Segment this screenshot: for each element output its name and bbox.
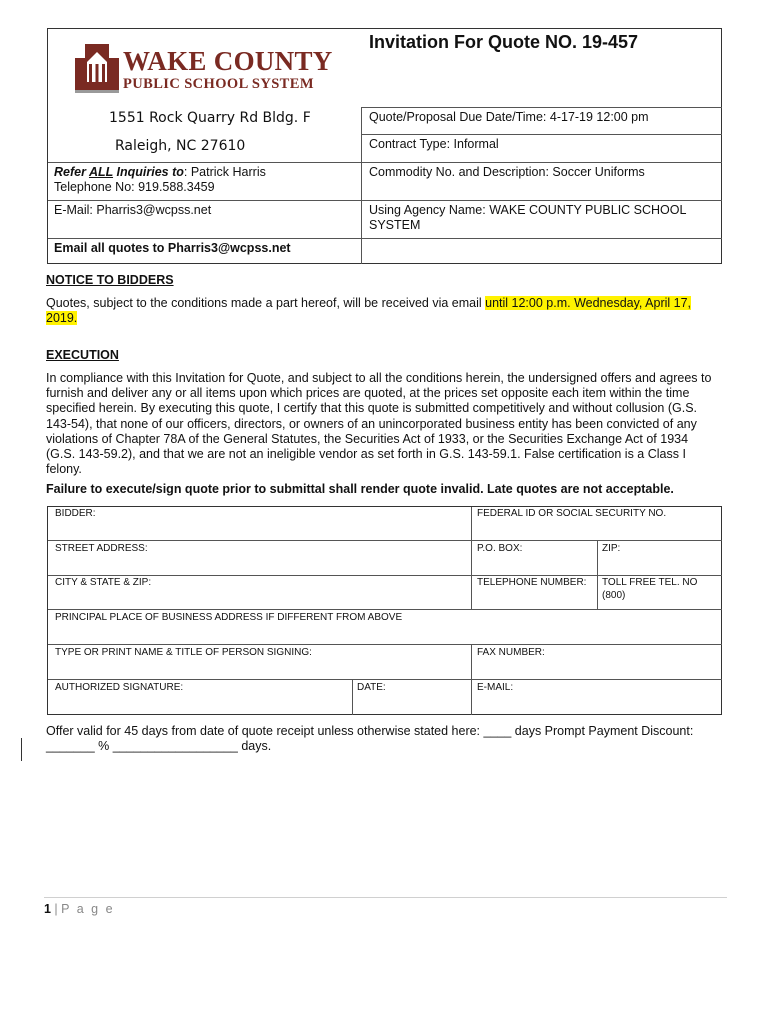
execution-line: (G.S. 143-59.2), and that we are not an ineligible vendor as set forth in G.S. 143-59.1. False certification is a Class I [46, 447, 686, 462]
notice-heading: NOTICE TO BIDDERS [46, 273, 174, 287]
notice-deadline-year: 2019. [46, 311, 78, 326]
offer-line-2: _______ % __________________ days. [46, 739, 272, 754]
inquiries-name: : Patrick Harris [183, 165, 266, 179]
page-separator: | [50, 902, 62, 916]
page-number: 1 [44, 902, 51, 916]
federal-id-field[interactable]: FEDERAL ID OR SOCIAL SECURITY NO. [477, 508, 667, 519]
contact-email: E-Mail: Pharris3@wcpss.net [54, 203, 212, 217]
execution-line: In compliance with this Invitation for Quote, and subject to all the conditions herein, the undersigned offers and agrees to [46, 371, 712, 385]
agency-name-line-1: Using Agency Name: WAKE COUNTY PUBLIC SCHOOL [369, 203, 687, 217]
logo-subtitle: PUBLIC SCHOOL SYSTEM [123, 76, 314, 92]
due-date: Quote/Proposal Due Date/Time: 4-17-19 12:00 pm [369, 110, 649, 124]
principal-address-field[interactable]: PRINCIPAL PLACE OF BUSINESS ADDRESS IF DIFFERENT FROM ABOVE [55, 612, 403, 623]
logo-title: WAKE COUNTY [123, 46, 333, 76]
agency-name-line-2: SYSTEM [369, 218, 421, 232]
address-line-1: 1551 Rock Quarry Rd Bldg. F [109, 110, 311, 126]
page-label: P a g e [61, 902, 115, 916]
city-state-zip-field[interactable]: CITY & STATE & ZIP: [55, 577, 152, 588]
execution-line: specified herein. By executing this quote, I certify that this quote is submitted competitively and without collusion (G.S. [46, 401, 698, 416]
toll-free-field[interactable] [602, 577, 697, 602]
telephone-number: Telephone No: 919.588.3459 [54, 180, 215, 194]
inquiries-line [54, 165, 266, 180]
address-line-2: Raleigh, NC 27610 [115, 138, 246, 154]
execution-heading: EXECUTION [46, 348, 119, 362]
notice-text [46, 296, 726, 326]
notice-text-plain: Quotes, subject to the conditions made a part hereof, will be received via email [46, 296, 486, 310]
agency-name [369, 203, 686, 233]
bidder-field[interactable]: BIDDER: [55, 508, 96, 519]
inquiries-prefix: Refer [54, 165, 89, 179]
fax-number-field[interactable]: FAX NUMBER: [477, 647, 545, 658]
inquiries-suffix: Inquiries to [113, 165, 184, 179]
inquiries-contact [54, 165, 266, 195]
execution-line: violations of Chapter 78A of the General Statutes, the Securities Act of 1933, or the Securities Exchange Act of 1934 [46, 431, 689, 446]
offer-terms [46, 724, 693, 754]
po-box-field[interactable]: P.O. BOX: [477, 543, 523, 554]
authorized-signature-field[interactable]: AUTHORIZED SIGNATURE: [55, 682, 184, 693]
email-quotes-instruction: Email all quotes to Pharris3@wcpss.net [54, 241, 291, 255]
execution-line: 143-54), that none of our officers, directors, or owners of an unincorporated business entity has been convicted of any [46, 416, 697, 431]
notice-deadline-highlight: until 12:00 p.m. Wednesday, April 17, [485, 296, 692, 310]
footer-divider [44, 897, 727, 898]
inquiries-all: ALL [88, 165, 114, 179]
toll-free-prefix: (800) [602, 589, 626, 601]
telephone-number-field[interactable]: TELEPHONE NUMBER: [477, 577, 587, 588]
email-field[interactable]: E-MAIL: [477, 682, 514, 693]
signer-name-title-field[interactable]: TYPE OR PRINT NAME & TITLE OF PERSON SIGNING: [55, 647, 312, 658]
street-address-field[interactable]: STREET ADDRESS: [55, 543, 148, 554]
execution-line: felony. [46, 462, 82, 477]
date-field[interactable]: DATE: [357, 682, 386, 693]
wcpss-logo [73, 40, 333, 96]
page-title: Invitation For Quote NO. 19-457 [369, 32, 639, 52]
contract-type: Contract Type: Informal [369, 137, 499, 151]
page-footer [44, 902, 115, 916]
margin-change-bar [21, 738, 22, 761]
toll-free-label: TOLL FREE TEL. NO [602, 577, 698, 588]
zip-field[interactable]: ZIP: [602, 543, 621, 554]
execution-line: furnish and deliver any or all items upon which prices are quoted, at the prices set opposite each item within the time [46, 386, 690, 401]
execution-paragraph [46, 371, 711, 477]
commodity-description: Commodity No. and Description: Soccer Uniforms [369, 165, 645, 179]
offer-line-1: Offer valid for 45 days from date of quote receipt unless otherwise stated here: ____ days Prompt Payment Discount: [46, 724, 694, 738]
schoolhouse-logo-icon [73, 40, 121, 94]
execution-warning: Failure to execute/sign quote prior to submittal shall render quote invalid. Late quotes are not acceptable. [46, 482, 674, 496]
